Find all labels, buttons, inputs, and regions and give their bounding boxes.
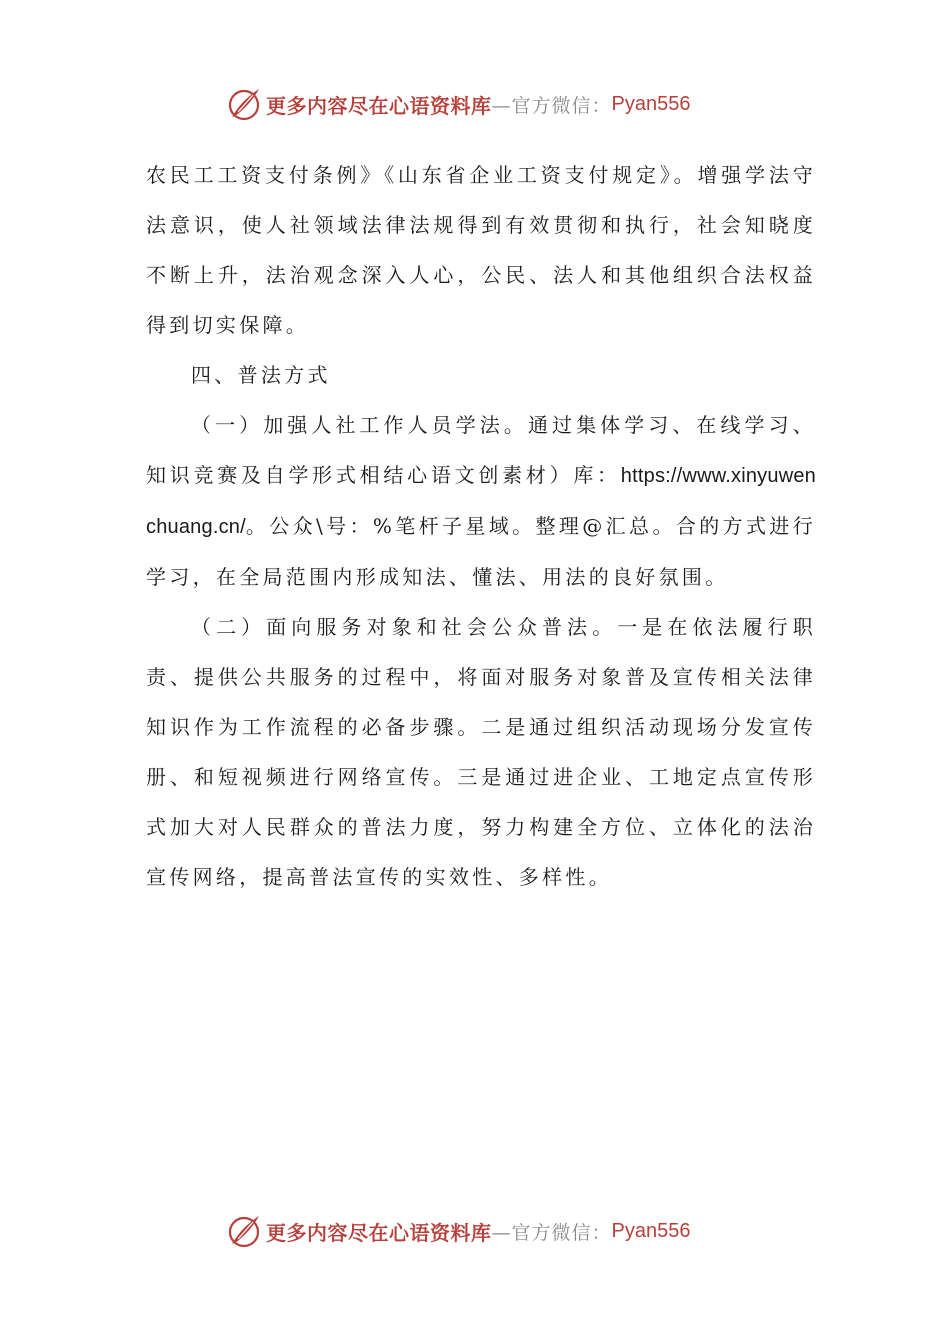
quill-pen-icon <box>226 86 262 122</box>
paragraph-3: （二）面向服务对象和社会公众普法。一是在依法履行职责、提供公共服务的过程中，将面对服务对象普及宣传相关法律知识作为工作流程的必备步骤。二是通过组织活动现场分发宣传册、和短视频进行网络宣传。三是通过进企业、工地定点宣传形式加大对人民群众的普法力度，努力构建全方位、立体化的法治宣传网络，提高普法宣传的实效性、多样性。 <box>146 615 816 889</box>
document-body <box>146 150 816 902</box>
banner-wechat-label: —官方微信： <box>491 1221 612 1244</box>
banner-library-text: 更多内容尽在心语资料库 <box>266 93 492 118</box>
banner-wechat-id: Pyan556 <box>611 92 691 115</box>
paragraph-1: 农民工工资支付条例》《山东省企业工资支付规定》。增强学法守法意识，使人社领域法律法规得到有效贯彻和执行，社会知晓度不断上升，法治观念深入人心，公民、法人和其他组织合法权益得到切实保障。 <box>146 163 816 337</box>
footer-banner <box>226 1211 690 1251</box>
section-heading-4: 四、普法方式 <box>191 363 331 387</box>
header-banner <box>226 84 690 124</box>
banner-wechat-id: Pyan556 <box>611 1219 691 1242</box>
banner-library-text: 更多内容尽在心语资料库 <box>266 1220 492 1245</box>
paragraph-2-url: https://www.xinyuwenchuang.cn/ <box>146 465 816 538</box>
banner-wechat-label: —官方微信： <box>491 94 612 117</box>
quill-pen-icon <box>226 1213 262 1249</box>
paragraph-2 <box>146 400 816 602</box>
paragraph-2-text-c: 。公众\号：%笔杆子星域。整理@汇总。合的方式进行学习，在全局范围内形成知法、懂法、用法的良好氛围。 <box>146 514 816 589</box>
paragraph-2-text-a: （一）加强人社工作人员学法。通过集体学习、在线学习、知识竞赛及自学形式相结心语文创素材）库： <box>146 413 816 487</box>
